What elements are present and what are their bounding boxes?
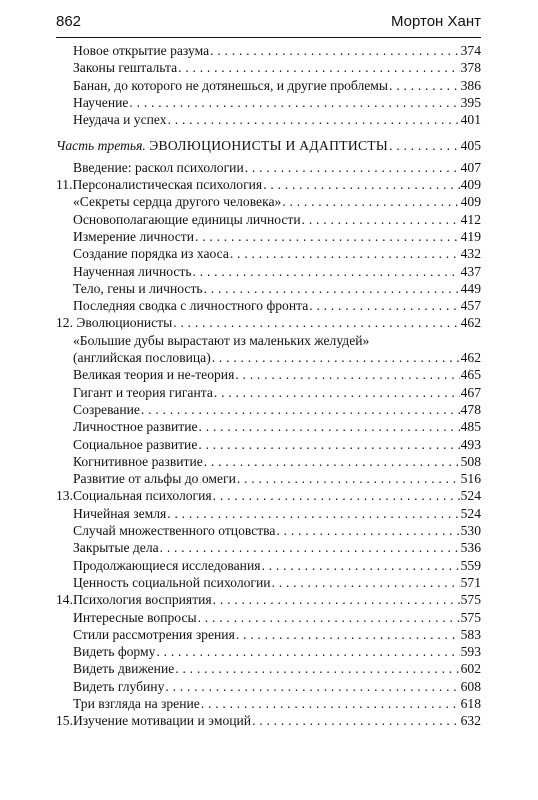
toc-entry: [56, 245, 481, 262]
dot-leader: [156, 643, 459, 660]
toc-entry: [56, 574, 481, 591]
toc-page-number: 437: [460, 263, 481, 279]
dot-leader: [237, 470, 460, 487]
dot-leader: [210, 42, 459, 59]
toc-entry-title: 15.Изучение мотивации и эмоций: [56, 713, 252, 729]
toc-entry-title: Социальное развитие: [73, 436, 198, 452]
dot-leader: [230, 245, 460, 262]
toc-entry-title: Банан, до которого не дотянешься, и другие проблемы: [73, 77, 389, 93]
dot-leader: [129, 94, 459, 111]
toc-page-number: 409: [460, 194, 481, 210]
toc-entry-title: Созревание: [73, 401, 140, 417]
toc-chapter: [56, 591, 481, 608]
toc-entry-title: Продолжающиеся исследования: [73, 557, 261, 573]
toc-entry: [56, 626, 481, 643]
toc-entry: [56, 366, 481, 383]
toc-page-number: 593: [460, 644, 481, 660]
dot-leader: [193, 263, 460, 280]
dot-leader: [173, 314, 459, 331]
dot-leader: [214, 384, 460, 401]
toc-entry: [56, 522, 481, 539]
dot-leader: [204, 453, 460, 470]
toc-entry-title: Ничейная земля: [73, 505, 167, 521]
toc-page-number: 485: [460, 419, 481, 435]
dot-leader: [213, 591, 460, 608]
toc-entry: [56, 453, 481, 470]
dot-leader: [168, 111, 460, 128]
toc-chapter: [56, 176, 481, 193]
toc-entry: [56, 384, 481, 401]
dot-leader: [245, 159, 460, 176]
dot-leader: [389, 77, 460, 94]
dot-leader: [272, 574, 460, 591]
toc-page-number: 575: [460, 609, 481, 625]
toc-entry-title: Интересные вопросы: [73, 609, 197, 625]
toc-page-number: 524: [460, 488, 481, 504]
toc-page-number: 467: [460, 384, 481, 400]
toc-entry: [56, 297, 481, 314]
toc-page-number: 386: [460, 77, 481, 93]
toc-entry-title: 14.Психология восприятия: [56, 592, 212, 608]
toc-entry-title: Последняя сводка с личностного фронта: [73, 298, 309, 314]
dot-leader: [204, 280, 460, 297]
toc-page-number: 608: [460, 678, 481, 694]
toc-page-number: 462: [460, 350, 481, 366]
toc-entry: [56, 695, 481, 712]
toc-entry-title: Ценность социальной психологии: [73, 574, 271, 590]
toc-page-number: 508: [460, 453, 481, 469]
dot-leader: [198, 436, 459, 453]
toc-page-number: 530: [460, 523, 481, 539]
toc-entry-title: Великая теория и не-теория: [73, 367, 235, 383]
toc-page-number: 401: [460, 112, 481, 128]
dot-leader: [263, 176, 459, 193]
toc-page-number: 407: [460, 159, 481, 175]
part-prefix: Часть третья.: [56, 138, 146, 154]
toc-entry: [56, 436, 481, 453]
toc-entry-title: Видеть движение: [73, 661, 175, 677]
toc-page-number: 493: [460, 436, 481, 452]
toc-chapter: [56, 487, 481, 504]
running-header: [56, 10, 481, 34]
toc-entry: [56, 505, 481, 522]
dot-leader: [282, 193, 459, 210]
dot-leader: [165, 678, 459, 695]
toc-chapter: [56, 712, 481, 729]
toc-entry: [56, 228, 481, 245]
toc-page-number: 405: [460, 138, 481, 154]
toc-page-number: 374: [460, 43, 481, 58]
dot-leader: [198, 609, 460, 626]
toc-entry-title: «Секреты сердца другого человека»: [73, 194, 282, 210]
toc-entry-title: Стили рассмотрения зрения: [73, 626, 235, 642]
toc-entry-title: Введение: раскол психологии: [73, 159, 244, 175]
toc-entry-title: Случай множественного отцовства: [73, 523, 276, 539]
toc-entry-title: Закрытые дела: [73, 540, 159, 556]
toc-entry-title: Научение: [73, 94, 129, 110]
toc-entry-title: Основополагающие единицы личности: [73, 211, 301, 227]
toc-page-number: 632: [460, 713, 481, 729]
toc-entry-title: Когнитивное развитие: [73, 453, 203, 469]
toc-entry: [56, 418, 481, 435]
toc-entry: [56, 401, 481, 418]
toc-entry: [56, 111, 481, 128]
toc-page-number: 449: [460, 280, 481, 296]
toc-entry: [56, 280, 481, 297]
page-number: 862: [56, 13, 82, 30]
toc-entry-title: [56, 137, 388, 154]
dot-leader: [302, 211, 460, 228]
toc-page-number: 524: [460, 505, 481, 521]
toc-page-number: 395: [460, 94, 481, 110]
header-rule: [56, 37, 481, 38]
toc-page-number: 409: [460, 177, 481, 193]
toc-page-number: 618: [460, 695, 481, 711]
toc-entry: [56, 470, 481, 487]
toc-entry-title: Видеть глубину: [73, 678, 165, 694]
dot-leader: [178, 59, 459, 76]
dot-leader: [213, 487, 460, 504]
dot-leader: [235, 366, 459, 383]
toc-page-number: 602: [460, 661, 481, 677]
toc-entry-title: Развитие от альфы до омеги: [73, 471, 236, 487]
toc-page-number: 583: [460, 626, 481, 642]
toc-entry-title: (английская пословица): [73, 350, 211, 366]
toc-page-number: 465: [460, 367, 481, 383]
dot-leader: [167, 505, 459, 522]
dot-leader: [212, 349, 460, 366]
toc-page-number: 571: [460, 574, 481, 590]
toc-entry: [56, 263, 481, 280]
toc-page-number: 575: [460, 592, 481, 608]
toc-entry: [56, 94, 481, 111]
toc-entry: [56, 42, 481, 59]
toc-entry: [56, 609, 481, 626]
toc-entry: [56, 77, 481, 94]
toc-entry: [56, 332, 481, 349]
table-of-contents: [56, 42, 481, 730]
dot-leader: [262, 557, 460, 574]
toc-entry-title: 13.Социальная психология: [56, 488, 212, 504]
dot-leader: [199, 418, 460, 435]
dot-leader: [276, 522, 459, 539]
dot-leader: [389, 137, 460, 154]
dot-leader: [236, 626, 460, 643]
dot-leader: [201, 695, 460, 712]
dot-leader: [160, 539, 460, 556]
toc-entry-title: Видеть форму: [73, 644, 156, 660]
toc-entry: [56, 349, 481, 366]
part-title: ЭВОЛЮЦИОНИСТЫ И АДАПТИСТЫ: [149, 138, 389, 154]
toc-entry: [56, 211, 481, 228]
toc-entry-title: Наученная личность: [73, 263, 192, 279]
toc-entry-title: Новое открытие разума: [73, 43, 210, 58]
dot-leader: [175, 660, 459, 677]
toc-entry: [56, 660, 481, 677]
toc-page-number: 412: [460, 211, 481, 227]
toc-entry-title: Создание порядка из хаоса: [73, 246, 229, 262]
toc-entry: [56, 59, 481, 76]
toc-entry-title: Неудача и успех: [73, 112, 167, 128]
toc-entry: [56, 678, 481, 695]
toc-entry-title: Измерение личности: [73, 228, 194, 244]
toc-entry-title: 11.Персоналистическая психология: [56, 177, 263, 193]
toc-page-number: 516: [460, 471, 481, 487]
toc-entry: [56, 643, 481, 660]
toc-page-number: 419: [460, 228, 481, 244]
dot-leader: [141, 401, 460, 418]
toc-page-number: 536: [460, 540, 481, 556]
toc-page-number: 478: [460, 401, 481, 417]
toc-entry-title: Три взгляда на зрение: [73, 695, 200, 711]
dot-leader: [252, 712, 460, 729]
toc-page-number: 559: [460, 557, 481, 573]
dot-leader: [195, 228, 460, 245]
toc-page-number: 432: [460, 246, 481, 262]
dot-leader: [309, 297, 459, 314]
toc-entry-title: Личностное развитие: [73, 419, 198, 435]
toc-entry-title: Тело, гены и личность: [73, 280, 203, 296]
toc-page-number: 462: [460, 315, 481, 331]
toc-chapter: [56, 314, 481, 331]
toc-entry: [56, 159, 481, 176]
toc-entry: [56, 539, 481, 556]
toc-entry: [56, 557, 481, 574]
toc-entry-title: 12. Эволюционисты: [56, 315, 173, 331]
toc-entry-title: Гигант и теория гиганта: [73, 384, 213, 400]
toc-entry-title: Законы гештальта: [73, 60, 178, 76]
toc-page-number: 378: [460, 60, 481, 76]
toc-entry: [56, 193, 481, 210]
toc-part-heading: [56, 137, 481, 154]
running-head-author: Мортон Хант: [390, 13, 481, 30]
toc-page-number: 457: [460, 298, 481, 314]
toc-entry-title: «Большие дубы вырастают из маленьких желудей»: [73, 332, 370, 348]
